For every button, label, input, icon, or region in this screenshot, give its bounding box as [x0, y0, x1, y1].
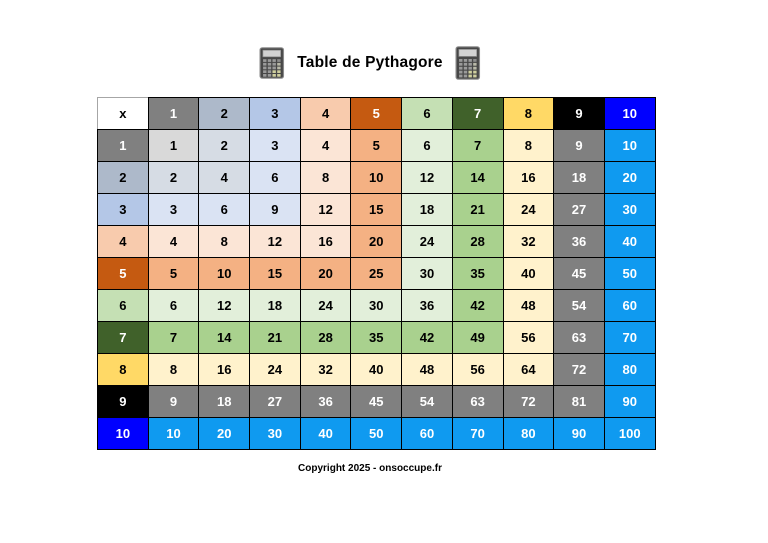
product-cell-8x7: 56 — [452, 354, 503, 386]
product-cell-1x1: 1 — [148, 130, 199, 162]
product-cell-5x10: 50 — [604, 258, 655, 290]
product-cell-3x4: 12 — [300, 194, 351, 226]
table-row-6 — [98, 290, 656, 322]
product-cell-5x2: 10 — [199, 258, 250, 290]
product-cell-10x10: 100 — [604, 418, 655, 450]
product-cell-3x6: 18 — [402, 194, 453, 226]
multiplication-table — [97, 97, 656, 450]
product-cell-2x2: 4 — [199, 162, 250, 194]
product-cell-10x9: 90 — [554, 418, 605, 450]
row-header-4: 4 — [98, 226, 149, 258]
calculator-icon — [259, 47, 284, 79]
product-cell-4x8: 32 — [503, 226, 554, 258]
column-header-9: 9 — [554, 98, 605, 130]
product-cell-5x6: 30 — [402, 258, 453, 290]
product-cell-3x2: 6 — [199, 194, 250, 226]
column-header-6: 6 — [402, 98, 453, 130]
product-cell-4x3: 12 — [250, 226, 301, 258]
table-body — [98, 130, 656, 450]
product-cell-6x4: 24 — [300, 290, 351, 322]
title-row — [259, 46, 480, 80]
product-cell-7x8: 56 — [503, 322, 554, 354]
page-title: Table de Pythagore — [297, 54, 443, 71]
row-header-10: 10 — [98, 418, 149, 450]
header-row — [98, 98, 656, 130]
product-cell-6x3: 18 — [250, 290, 301, 322]
product-cell-1x2: 2 — [199, 130, 250, 162]
row-header-2: 2 — [98, 162, 149, 194]
row-header-8: 8 — [98, 354, 149, 386]
copyright-text: Copyright 2025 - onsoccupe.fr — [298, 463, 442, 474]
product-cell-2x1: 2 — [148, 162, 199, 194]
product-cell-10x7: 70 — [452, 418, 503, 450]
row-header-7: 7 — [98, 322, 149, 354]
product-cell-2x3: 6 — [250, 162, 301, 194]
product-cell-10x4: 40 — [300, 418, 351, 450]
table-row-5 — [98, 258, 656, 290]
product-cell-7x7: 49 — [452, 322, 503, 354]
product-cell-8x4: 32 — [300, 354, 351, 386]
table-row-9 — [98, 386, 656, 418]
product-cell-6x9: 54 — [554, 290, 605, 322]
product-cell-10x8: 80 — [503, 418, 554, 450]
product-cell-9x9: 81 — [554, 386, 605, 418]
product-cell-4x2: 8 — [199, 226, 250, 258]
product-cell-10x2: 20 — [199, 418, 250, 450]
product-cell-2x4: 8 — [300, 162, 351, 194]
product-cell-6x6: 36 — [402, 290, 453, 322]
row-header-3: 3 — [98, 194, 149, 226]
column-header-5: 5 — [351, 98, 402, 130]
product-cell-4x1: 4 — [148, 226, 199, 258]
product-cell-1x7: 7 — [452, 130, 503, 162]
calculator-icon — [456, 46, 481, 80]
product-cell-6x5: 30 — [351, 290, 402, 322]
product-cell-2x7: 14 — [452, 162, 503, 194]
product-cell-8x3: 24 — [250, 354, 301, 386]
product-cell-6x10: 60 — [604, 290, 655, 322]
product-cell-5x1: 5 — [148, 258, 199, 290]
product-cell-1x6: 6 — [402, 130, 453, 162]
product-cell-10x5: 50 — [351, 418, 402, 450]
product-cell-1x4: 4 — [300, 130, 351, 162]
product-cell-1x8: 8 — [503, 130, 554, 162]
product-cell-5x4: 20 — [300, 258, 351, 290]
row-header-9: 9 — [98, 386, 149, 418]
product-cell-2x8: 16 — [503, 162, 554, 194]
product-cell-7x5: 35 — [351, 322, 402, 354]
product-cell-8x9: 72 — [554, 354, 605, 386]
product-cell-10x3: 30 — [250, 418, 301, 450]
product-cell-9x7: 63 — [452, 386, 503, 418]
product-cell-3x7: 21 — [452, 194, 503, 226]
product-cell-5x9: 45 — [554, 258, 605, 290]
product-cell-8x8: 64 — [503, 354, 554, 386]
product-cell-4x9: 36 — [554, 226, 605, 258]
row-header-6: 6 — [98, 290, 149, 322]
product-cell-7x9: 63 — [554, 322, 605, 354]
table-row-8 — [98, 354, 656, 386]
product-cell-7x1: 7 — [148, 322, 199, 354]
product-cell-6x7: 42 — [452, 290, 503, 322]
product-cell-4x4: 16 — [300, 226, 351, 258]
row-header-5: 5 — [98, 258, 149, 290]
corner-cell: x — [98, 98, 149, 130]
column-header-7: 7 — [452, 98, 503, 130]
product-cell-5x3: 15 — [250, 258, 301, 290]
product-cell-5x7: 35 — [452, 258, 503, 290]
product-cell-3x8: 24 — [503, 194, 554, 226]
product-cell-2x6: 12 — [402, 162, 453, 194]
product-cell-4x10: 40 — [604, 226, 655, 258]
row-header-1: 1 — [98, 130, 149, 162]
product-cell-8x5: 40 — [351, 354, 402, 386]
product-cell-9x5: 45 — [351, 386, 402, 418]
product-cell-7x3: 21 — [250, 322, 301, 354]
product-cell-2x10: 20 — [604, 162, 655, 194]
product-cell-3x3: 9 — [250, 194, 301, 226]
table-row-3 — [98, 194, 656, 226]
product-cell-9x3: 27 — [250, 386, 301, 418]
product-cell-8x1: 8 — [148, 354, 199, 386]
product-cell-6x2: 12 — [199, 290, 250, 322]
product-cell-9x1: 9 — [148, 386, 199, 418]
product-cell-3x5: 15 — [351, 194, 402, 226]
product-cell-3x1: 3 — [148, 194, 199, 226]
column-header-1: 1 — [148, 98, 199, 130]
product-cell-4x7: 28 — [452, 226, 503, 258]
product-cell-8x2: 16 — [199, 354, 250, 386]
product-cell-9x6: 54 — [402, 386, 453, 418]
product-cell-10x1: 10 — [148, 418, 199, 450]
product-cell-7x4: 28 — [300, 322, 351, 354]
product-cell-7x6: 42 — [402, 322, 453, 354]
table-row-1 — [98, 130, 656, 162]
product-cell-3x9: 27 — [554, 194, 605, 226]
table-header-row — [98, 98, 656, 130]
column-header-8: 8 — [503, 98, 554, 130]
product-cell-8x10: 80 — [604, 354, 655, 386]
product-cell-4x5: 20 — [351, 226, 402, 258]
product-cell-6x1: 6 — [148, 290, 199, 322]
product-cell-1x3: 3 — [250, 130, 301, 162]
product-cell-9x2: 18 — [199, 386, 250, 418]
table-row-2 — [98, 162, 656, 194]
table-row-4 — [98, 226, 656, 258]
product-cell-4x6: 24 — [402, 226, 453, 258]
product-cell-6x8: 48 — [503, 290, 554, 322]
product-cell-1x10: 10 — [604, 130, 655, 162]
product-cell-10x6: 60 — [402, 418, 453, 450]
product-cell-5x5: 25 — [351, 258, 402, 290]
product-cell-8x6: 48 — [402, 354, 453, 386]
table-row-7 — [98, 322, 656, 354]
product-cell-5x8: 40 — [503, 258, 554, 290]
column-header-2: 2 — [199, 98, 250, 130]
product-cell-3x10: 30 — [604, 194, 655, 226]
product-cell-9x10: 90 — [604, 386, 655, 418]
column-header-4: 4 — [300, 98, 351, 130]
product-cell-9x8: 72 — [503, 386, 554, 418]
product-cell-1x5: 5 — [351, 130, 402, 162]
product-cell-2x5: 10 — [351, 162, 402, 194]
column-header-3: 3 — [250, 98, 301, 130]
product-cell-7x2: 14 — [199, 322, 250, 354]
column-header-10: 10 — [604, 98, 655, 130]
product-cell-9x4: 36 — [300, 386, 351, 418]
table-row-10 — [98, 418, 656, 450]
product-cell-2x9: 18 — [554, 162, 605, 194]
product-cell-7x10: 70 — [604, 322, 655, 354]
product-cell-1x9: 9 — [554, 130, 605, 162]
